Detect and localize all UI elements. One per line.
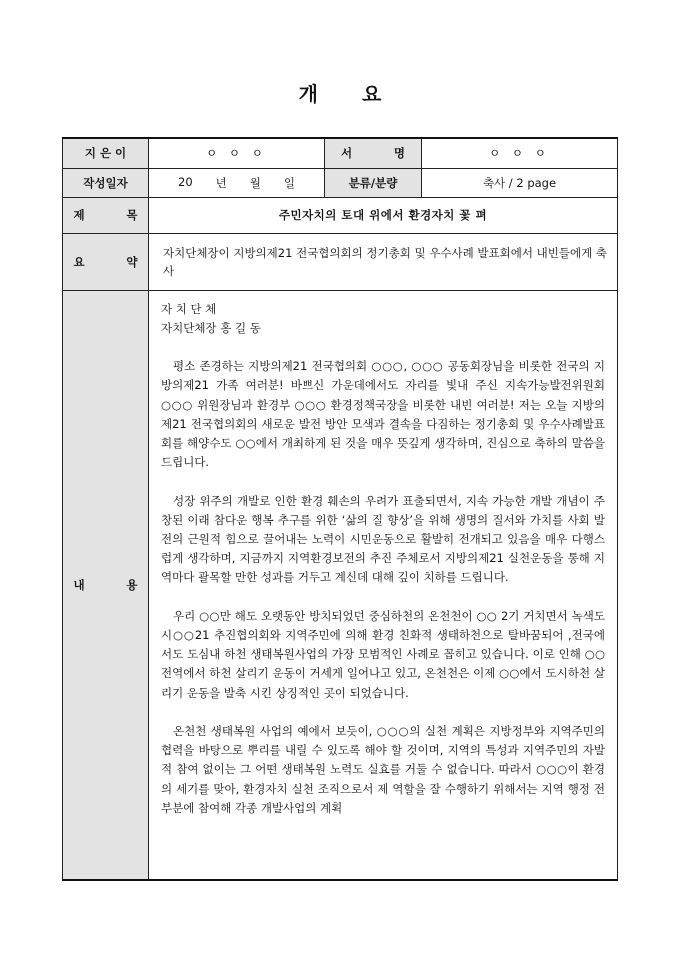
category-value: 축사 / 2 page <box>422 168 618 197</box>
summary-label <box>63 233 149 290</box>
signature-value: ㅇ ㅇ ㅇ <box>422 138 618 168</box>
date-value <box>149 168 325 197</box>
summary-row <box>63 233 618 290</box>
content-body <box>149 290 618 880</box>
subject-row <box>63 197 618 233</box>
author-value: ㅇ ㅇ ㅇ <box>149 138 325 168</box>
signature-label-part-1: 서 <box>341 146 353 161</box>
document-title-char-2: 요 <box>362 82 382 106</box>
content-label-part-2: 용 <box>126 577 138 592</box>
document-title <box>0 78 680 107</box>
addressee-line-1: 자 치 단 체 <box>161 301 217 316</box>
author-row <box>63 138 618 168</box>
subject-label-part-2: 목 <box>126 208 138 222</box>
date-year-unit: 년 <box>215 175 227 190</box>
date-row <box>63 168 618 197</box>
date-year: 20 <box>178 174 193 189</box>
subject-label <box>63 197 149 233</box>
date-label: 작성일자 <box>63 168 149 197</box>
content-label <box>63 290 149 880</box>
overview-form-table <box>62 137 618 881</box>
summary-label-part-2: 약 <box>126 254 138 269</box>
subject-label-part-1: 제 <box>73 208 85 222</box>
date-day-unit: 일 <box>283 175 295 190</box>
document-title-char-1: 개 <box>298 82 318 106</box>
summary-value: 자치단체장이 지방의제21 전국협의회의 정기총회 및 우수사례 발표회에서 내빈들에게 축사 <box>149 233 618 290</box>
author-label: 지 은 이 <box>63 138 149 168</box>
content-paragraph-4: 온천천 생태복원 사업의 예에서 보듯이, ○○○의 실천 계획은 지방정부와 지역주민의 협력을 바탕으로 뿌리를 내릴 수 있도록 해야 할 것이며, 지역의 특성과 지역주민의 자발적 참여 없이는 그 어떤 생태복원 노력도 실효를 거둘 수 없습니다. 따라서 ○○○이 환경의 세기를 맞아, 환경자치 실천 조직으로서 제 역할을 잘 수행하기 위해서는 지역 행정 전 부분에 참여해 각종 개발사업의 계획 <box>161 723 605 815</box>
signature-label <box>325 138 422 168</box>
category-label: 분류/분량 <box>325 168 422 197</box>
content-label-part-1: 내 <box>73 577 85 592</box>
content-row <box>63 290 618 880</box>
date-month-unit: 월 <box>249 175 261 190</box>
signature-label-part-2: 명 <box>393 146 405 161</box>
summary-label-part-1: 요 <box>73 254 85 269</box>
addressee-line-2: 자치단체장 홍 길 동 <box>161 320 261 335</box>
content-paragraph-3: 우리 ○○만 해도 오랫동안 방치되었던 중심하천의 온천천이 ○○ 2기 거치면서 녹색도시○○21 추진협의회와 지역주민에 의해 환경 친화적 생태하천으로 탈바꿈되어 ,전국에서도 도심내 하천 생태복원사업의 가장 모범적인 사례로 꼽히고 있습니다. 이로 인해 ○○전역에서 하천 살리기 운동이 거세게 일어나고 있고, 온천천은 이제 ○○에서 도시하천 살리기 운동을 발축 시킨 상징적인 곳이 되었습니다. <box>161 608 605 700</box>
subject-value: 주민자치의 토대 위에서 환경자치 꽃 펴 <box>149 197 618 233</box>
content-paragraph-2: 성장 위주의 개발로 인한 환경 훼손의 우려가 표출되면서, 지속 가능한 개발 개념이 주창된 이래 참다운 행복 추구를 위한 ‘삶의 질 향상’을 위해 생명의 질서와 가치를 사회 발전의 근원적 힘으로 끌어내는 노력이 시민운동으로 활발히 전개되고 있음을 매우 다행스럽게 생각하며, 지금까지 지역환경보전의 추진 주체로서 지방의제21 실천운동을 통해 지역마다 괄목할 만한 성과를 거두고 계신데 대해 깊이 치하를 드립니다. <box>161 493 605 585</box>
content-paragraph-1: 평소 존경하는 지방의제21 전국협의회 ○○○, ○○○ 공동회장님을 비롯한 전국의 지방의제21 가족 여러분! 바쁘신 가운데에서도 자리를 빛내 주신 지속가능발전위원회 ○○○ 위원장님과 환경부 ○○○ 환경정책국장을 비롯한 내빈 여러분! 저는 오늘 지방의제21 전국협의회의 새로운 발전 방안 모색과 결속을 다짐하는 정기총회 및 우수사례발표회를 해양수도 ○○에서 개최하게 된 것을 매우 뜻깊게 생각하며, 진심으로 축하의 말씀을 드립니다. <box>161 359 605 470</box>
